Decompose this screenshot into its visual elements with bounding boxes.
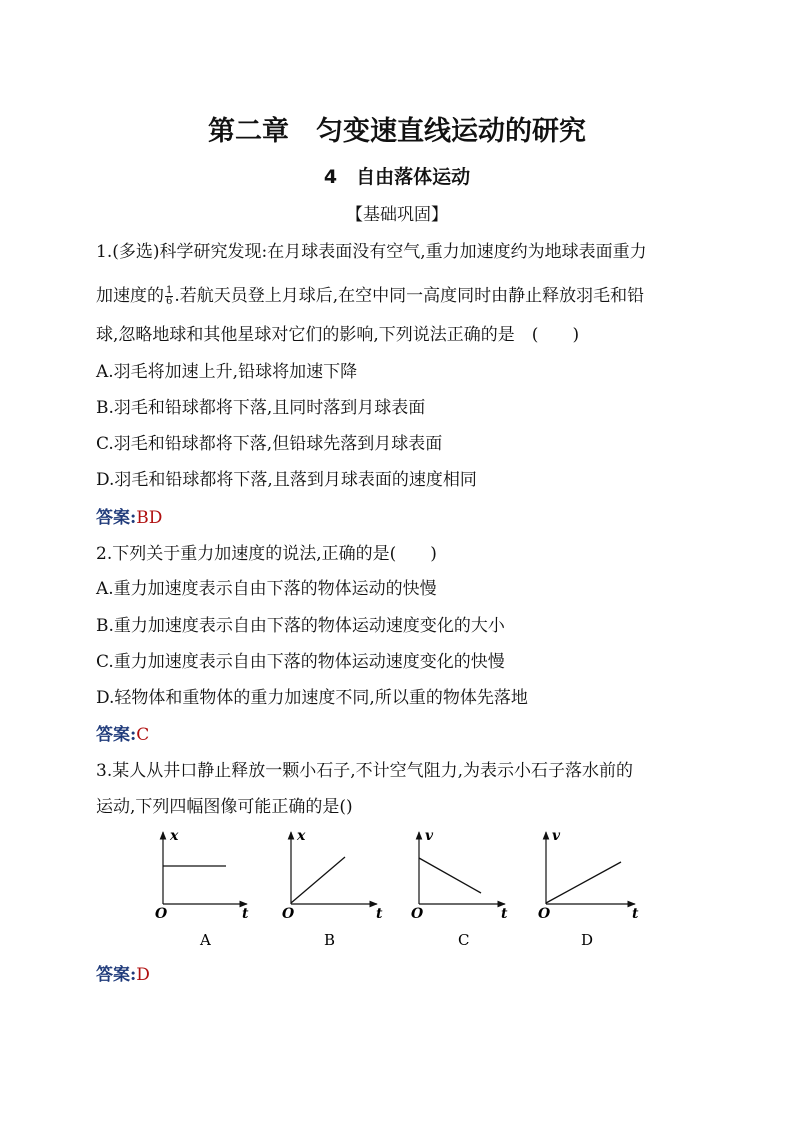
graph-b-origin: O: [282, 906, 295, 922]
graph-c-origin: O: [411, 906, 424, 922]
q1-fraction-numerator: 1: [166, 285, 173, 296]
graph-c: [411, 828, 508, 949]
graph-d: [538, 828, 639, 949]
q2-option-b: B.重力加速度表示自由下落的物体运动速度变化的大小: [96, 616, 505, 636]
graph-a-x-label: t: [242, 906, 249, 922]
graph-c-x-label: t: [501, 906, 508, 922]
graph-d-x-label: t: [632, 906, 639, 922]
q3-answer: [96, 963, 150, 987]
section-title: 4 自由落体运动: [323, 166, 471, 188]
q1-fraction-denominator: 6: [166, 296, 173, 307]
graph-c-plot-line: [419, 858, 481, 893]
graph-d-caption: D: [581, 931, 594, 949]
q1-answer-value: BD: [136, 508, 163, 528]
q1-stem-line2-before: 加速度的: [96, 286, 164, 306]
graph-d-y-label: v: [552, 828, 561, 844]
graph-b: [282, 828, 383, 949]
q3-stem-line1: 3.某人从井口静止释放一颗小石子,不计空气阻力,为表示小石子落水前的: [96, 761, 634, 781]
q1-option-b: B.羽毛和铅球都将下落,且同时落到月球表面: [96, 398, 426, 418]
chapter-title: 第二章 匀变速直线运动的研究: [208, 116, 586, 147]
graph-c-caption: C: [458, 931, 470, 949]
graph-d-plot-line: [546, 862, 621, 903]
q3-answer-label: 答案:: [96, 965, 137, 985]
q2-answer-value: C: [136, 725, 150, 745]
q2-answer-label: 答案:: [96, 725, 137, 745]
graph-b-x-label: t: [376, 906, 383, 922]
q2-option-a: A.重力加速度表示自由下落的物体运动的快慢: [96, 579, 437, 599]
q1-stem-line3: 球,忽略地球和其他星球对它们的影响,下列说法正确的是 ( ): [96, 325, 580, 345]
q1-option-a: A.羽毛将加速上升,铅球将加速下降: [96, 362, 358, 382]
q2-option-d: D.轻物体和重物体的重力加速度不同,所以重的物体先落地: [96, 688, 528, 708]
graph-b-y-label: x: [297, 828, 306, 844]
section-tag: 【基础巩固】: [346, 205, 448, 225]
graph-a-y-label: x: [170, 828, 179, 844]
graph-a-origin: O: [155, 906, 168, 922]
q3-stem-line2: 运动,下列四幅图像可能正确的是(): [96, 797, 353, 817]
graph-a-caption: A: [200, 931, 211, 949]
graph-c-y-label: v: [425, 828, 434, 844]
q3-answer-value: D: [136, 965, 150, 985]
q1-stem-line2-after: .若航天员登上月球后,在空中同一高度同时由静止释放羽毛和铅: [174, 286, 645, 306]
q2-option-c: C.重力加速度表示自由下落的物体运动速度变化的快慢: [96, 652, 505, 672]
q1-stem-line1: 1.(多选)科学研究发现:在月球表面没有空气,重力加速度约为地球表面重力: [96, 242, 647, 262]
q2-stem: 2.下列关于重力加速度的说法,正确的是( ): [96, 544, 437, 564]
graph-d-origin: O: [538, 906, 551, 922]
q1-answer-label: 答案:: [96, 508, 137, 528]
q1-option-c: C.羽毛和铅球都将下落,但铅球先落到月球表面: [96, 434, 443, 454]
graph-a: [155, 828, 249, 949]
graph-b-caption: B: [324, 931, 336, 949]
q1-option-d: D.羽毛和铅球都将下落,且落到月球表面的速度相同: [96, 470, 477, 490]
graph-b-plot-line: [291, 857, 345, 903]
